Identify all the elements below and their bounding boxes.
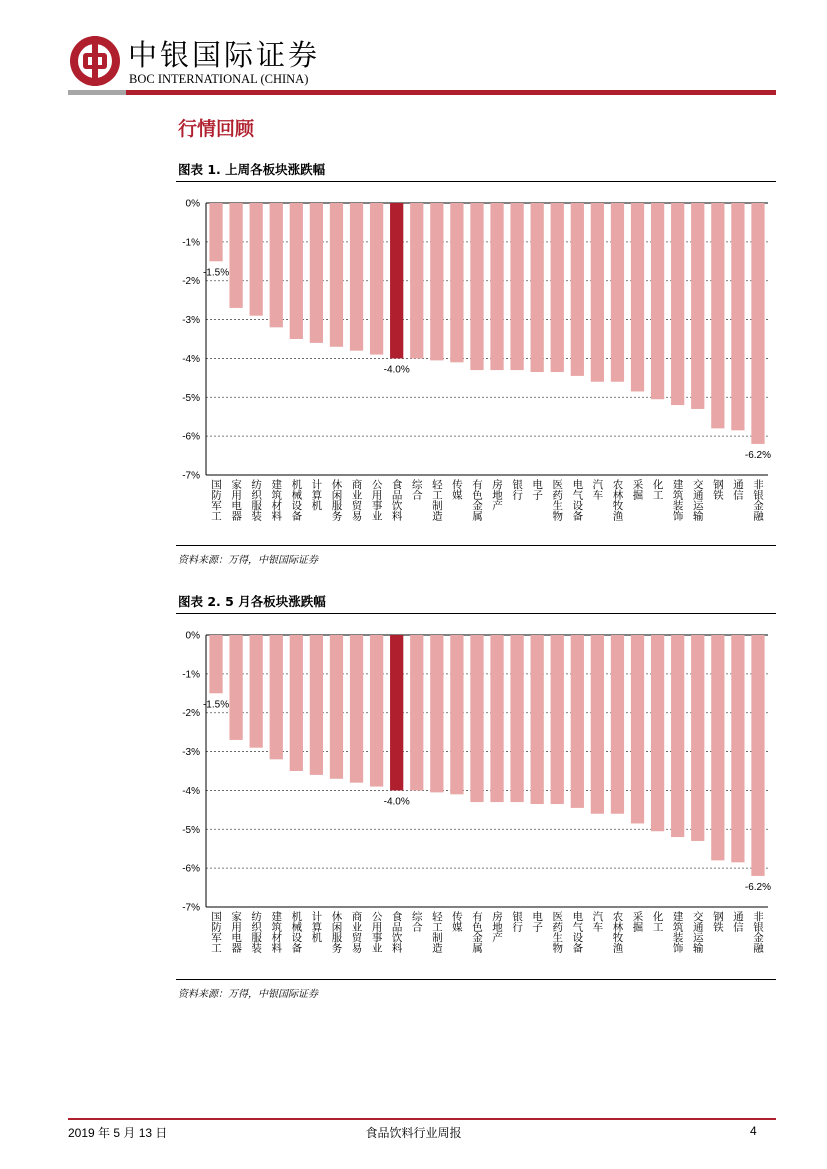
category-label: 公用事业 bbox=[370, 911, 383, 953]
footer-page-number: 4 bbox=[750, 1124, 757, 1138]
category-label: 化工 bbox=[651, 479, 664, 500]
bar bbox=[370, 635, 383, 787]
y-tick-label: 0% bbox=[185, 198, 200, 210]
brand-name-en: BOC INTERNATIONAL (CHINA) bbox=[129, 72, 309, 86]
bar bbox=[531, 635, 544, 804]
y-tick-label: -5% bbox=[182, 392, 200, 404]
bar bbox=[611, 635, 624, 814]
category-label: 房地产 bbox=[491, 911, 504, 943]
category-label: 传媒 bbox=[450, 911, 463, 932]
category-label: 国防军工 bbox=[210, 911, 223, 953]
y-tick-label: -2% bbox=[182, 276, 200, 288]
footer-date: 2019 年 5 月 13 日 bbox=[68, 1126, 168, 1140]
bar bbox=[330, 635, 343, 779]
figure-2-source: 资料来源：万得，中银国际证券 bbox=[178, 989, 318, 1000]
bar bbox=[691, 203, 704, 409]
bar bbox=[611, 203, 624, 382]
bar bbox=[591, 635, 604, 814]
category-label: 通信 bbox=[731, 911, 744, 932]
bar bbox=[310, 635, 323, 775]
category-label: 银行 bbox=[511, 479, 524, 500]
bar bbox=[250, 635, 263, 748]
bar bbox=[410, 203, 423, 358]
category-label: 建筑材料 bbox=[270, 479, 283, 521]
data-label: -1.5% bbox=[202, 699, 230, 711]
category-label: 公用事业 bbox=[370, 479, 383, 521]
bar bbox=[290, 635, 303, 771]
bar bbox=[450, 635, 463, 794]
bar bbox=[270, 203, 283, 327]
category-label: 钢铁 bbox=[711, 479, 724, 500]
figure-1-chart bbox=[176, 182, 776, 544]
y-tick-label: -2% bbox=[182, 708, 200, 720]
figure-1-title: 图表 1. 上周各板块涨跌幅 bbox=[178, 162, 326, 177]
y-tick-label: -7% bbox=[182, 902, 200, 914]
bar bbox=[751, 203, 764, 444]
category-label: 银行 bbox=[511, 911, 524, 932]
footer-divider bbox=[68, 1118, 776, 1120]
category-label: 医药生物 bbox=[551, 479, 564, 521]
category-label: 有色金属 bbox=[470, 479, 483, 521]
bar bbox=[290, 203, 303, 339]
bar bbox=[310, 203, 323, 343]
bar bbox=[450, 203, 463, 362]
category-label: 汽车 bbox=[591, 911, 604, 932]
y-tick-label: -5% bbox=[182, 824, 200, 836]
y-tick-label: 0% bbox=[185, 630, 200, 642]
data-label: -1.5% bbox=[202, 267, 230, 279]
brand-name-cn: 中银国际证券 bbox=[128, 38, 321, 72]
y-tick-label: -6% bbox=[182, 863, 200, 875]
bar bbox=[551, 203, 564, 372]
bar bbox=[651, 635, 664, 831]
bar bbox=[731, 203, 744, 430]
y-tick-label: -1% bbox=[182, 237, 200, 249]
category-label: 休闲服务 bbox=[330, 911, 343, 953]
section-title: 行情回顾 bbox=[178, 118, 255, 140]
category-label: 建筑装饰 bbox=[671, 479, 684, 521]
bar bbox=[430, 635, 443, 792]
category-label: 房地产 bbox=[491, 479, 504, 511]
category-label: 钢铁 bbox=[711, 911, 724, 932]
bar bbox=[470, 635, 483, 802]
y-tick-label: -4% bbox=[182, 785, 200, 797]
figure-1-chart-svg bbox=[176, 182, 776, 544]
figure-2-chart-svg bbox=[176, 614, 776, 976]
bar bbox=[671, 203, 684, 405]
bar bbox=[551, 635, 564, 804]
bar bbox=[651, 203, 664, 399]
category-label: 家用电器 bbox=[230, 479, 243, 521]
bar bbox=[711, 635, 724, 860]
category-label: 综合 bbox=[410, 479, 423, 500]
data-label: -4.0% bbox=[383, 364, 410, 376]
bar bbox=[209, 635, 222, 693]
bar bbox=[490, 635, 503, 802]
category-label: 建筑材料 bbox=[270, 911, 283, 953]
category-label: 计算机 bbox=[310, 479, 323, 511]
y-tick-label: -6% bbox=[182, 431, 200, 443]
category-label: 建筑装饰 bbox=[671, 911, 684, 953]
bar bbox=[370, 203, 383, 355]
category-label: 电气设备 bbox=[571, 479, 584, 521]
category-label: 电子 bbox=[531, 479, 544, 500]
category-label: 商业贸易 bbox=[350, 479, 363, 521]
category-label: 采掘 bbox=[631, 911, 644, 932]
category-label: 采掘 bbox=[631, 479, 644, 500]
bar bbox=[571, 203, 584, 376]
category-label: 电气设备 bbox=[571, 911, 584, 953]
figure-1-bottom-rule bbox=[176, 545, 776, 546]
category-label: 家用电器 bbox=[230, 911, 243, 953]
figure-2-title: 图表 2. 5 月各板块涨跌幅 bbox=[178, 594, 326, 609]
bar bbox=[490, 203, 503, 370]
category-label: 纺织服装 bbox=[250, 479, 263, 521]
figure-2-bottom-rule bbox=[176, 979, 776, 980]
category-label: 传媒 bbox=[450, 479, 463, 500]
category-label: 汽车 bbox=[591, 479, 604, 500]
bar bbox=[751, 635, 764, 876]
category-label: 化工 bbox=[651, 911, 664, 932]
category-label: 食品饮料 bbox=[390, 911, 403, 953]
bar bbox=[410, 635, 423, 790]
bar bbox=[250, 203, 263, 316]
bar bbox=[350, 203, 363, 351]
y-tick-label: -4% bbox=[182, 353, 200, 365]
category-label: 非银金融 bbox=[751, 479, 764, 521]
bar bbox=[209, 203, 222, 261]
category-label: 电子 bbox=[531, 911, 544, 932]
bar bbox=[330, 203, 343, 347]
category-label: 有色金属 bbox=[470, 911, 483, 953]
bar bbox=[691, 635, 704, 841]
bar bbox=[350, 635, 363, 783]
category-label: 农林牧渔 bbox=[611, 911, 624, 953]
category-label: 轻工制造 bbox=[430, 911, 443, 953]
category-label: 医药生物 bbox=[551, 911, 564, 953]
category-label: 机械设备 bbox=[290, 911, 303, 953]
bar bbox=[591, 203, 604, 382]
category-label: 综合 bbox=[410, 911, 423, 932]
y-tick-label: -3% bbox=[182, 747, 200, 759]
bar bbox=[229, 203, 242, 308]
category-label: 交通运输 bbox=[691, 911, 704, 953]
bar bbox=[430, 203, 443, 360]
bar bbox=[671, 635, 684, 837]
bar bbox=[631, 635, 644, 823]
bar bbox=[571, 635, 584, 808]
category-label: 商业贸易 bbox=[350, 911, 363, 953]
category-label: 食品饮料 bbox=[390, 479, 403, 521]
header-divider-red bbox=[126, 90, 776, 95]
category-label: 轻工制造 bbox=[430, 479, 443, 521]
category-label: 休闲服务 bbox=[330, 479, 343, 521]
category-label: 农林牧渔 bbox=[611, 479, 624, 521]
y-tick-label: -1% bbox=[182, 669, 200, 681]
bar bbox=[470, 203, 483, 370]
bar bbox=[510, 635, 523, 802]
figure-1-source: 资料来源：万得，中银国际证券 bbox=[178, 555, 318, 566]
header-divider-grey bbox=[68, 90, 126, 95]
bar bbox=[270, 635, 283, 759]
data-label: -4.0% bbox=[383, 796, 410, 808]
data-label: -6.2% bbox=[744, 449, 772, 461]
category-label: 非银金融 bbox=[751, 911, 764, 953]
bar bbox=[510, 203, 523, 370]
footer-report-title: 食品饮料行业周报 bbox=[365, 1126, 462, 1140]
category-label: 交通运输 bbox=[691, 479, 704, 521]
y-tick-label: -7% bbox=[182, 470, 200, 482]
bar bbox=[631, 203, 644, 391]
bar bbox=[731, 635, 744, 862]
y-tick-label: -3% bbox=[182, 315, 200, 327]
category-label: 计算机 bbox=[310, 911, 323, 943]
bar bbox=[531, 203, 544, 372]
category-label: 机械设备 bbox=[290, 479, 303, 521]
bar bbox=[711, 203, 724, 428]
bar bbox=[390, 203, 403, 358]
data-label: -6.2% bbox=[744, 881, 772, 893]
figure-2-chart bbox=[176, 614, 776, 976]
boc-logo bbox=[68, 34, 122, 88]
category-label: 纺织服装 bbox=[250, 911, 263, 953]
category-label: 通信 bbox=[731, 479, 744, 500]
category-label: 国防军工 bbox=[210, 479, 223, 521]
bar bbox=[390, 635, 403, 790]
bar bbox=[229, 635, 242, 740]
